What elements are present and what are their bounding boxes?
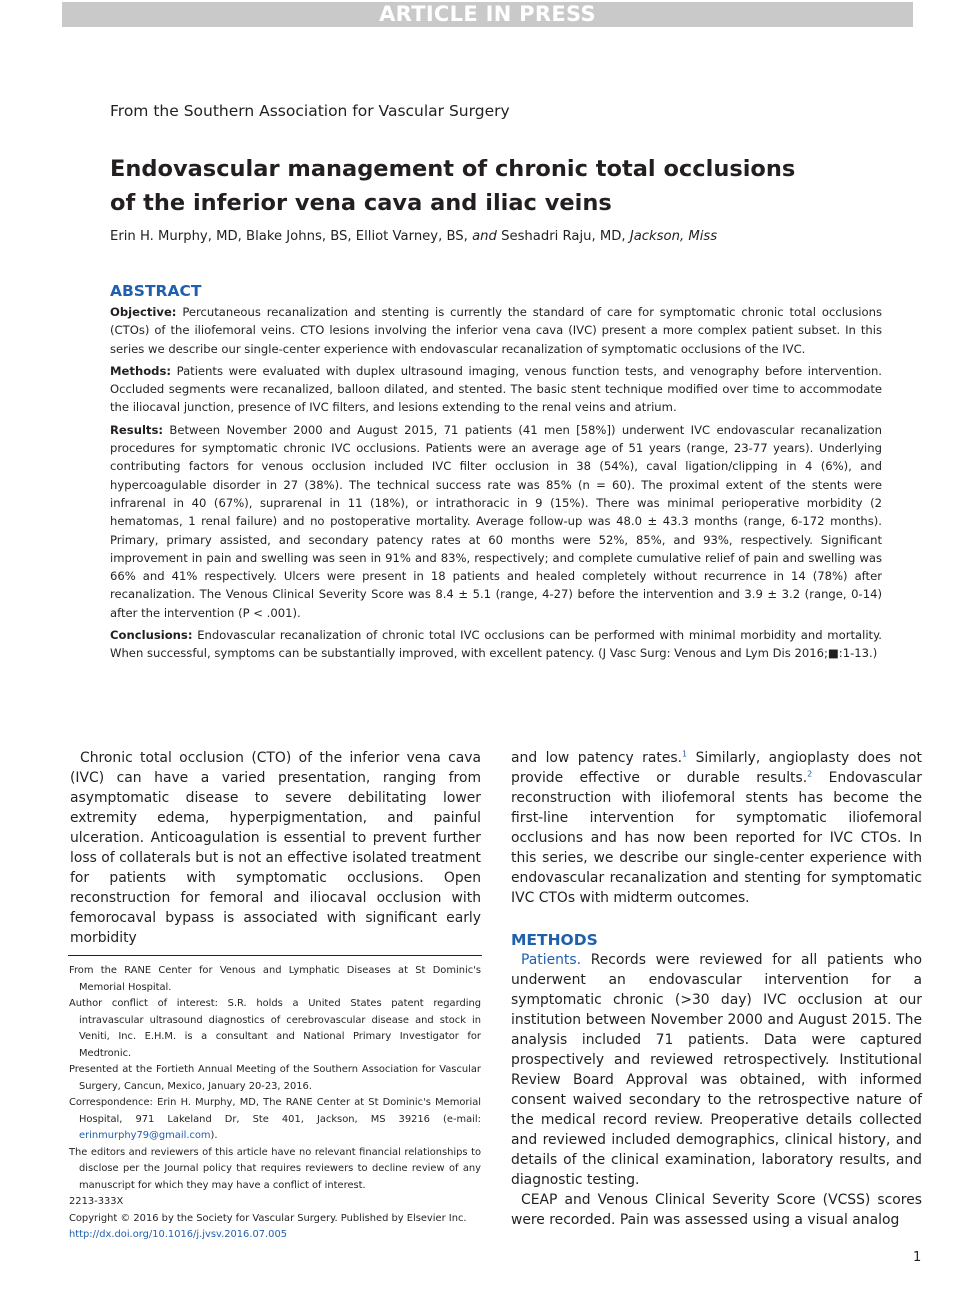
methods-heading: METHODS <box>511 931 598 949</box>
objective-label: Objective: <box>110 305 177 319</box>
footnote-conflict: Author conflict of interest: S.R. holds a United States patent regarding intravascular ultrasound diagnostics of cerebrovascular disease and stock in Veniti, Inc. E.H.M. is a consultant and National Primary Investigator for Medtronic. <box>69 998 481 1059</box>
abstract-results <box>110 421 882 622</box>
ceap-paragraph: CEAP and Venous Clinical Severity Score (VCSS) scores were recorded. Pain was assessed using a visual analog <box>511 1192 922 1228</box>
reference-1-link[interactable]: 1 <box>682 749 688 759</box>
page-number: 1 <box>913 1250 922 1265</box>
footnote-correspondence <box>69 1095 481 1145</box>
doi-text[interactable]: http://dx.doi.org/10.1016/j.jvsv.2016.07.005 <box>69 1229 288 1240</box>
title-line-1: Endovascular management of chronic total occlusions <box>110 156 796 182</box>
issn: 2213-333X <box>69 1196 124 1207</box>
abstract-conclusions <box>110 626 882 663</box>
left-column <box>70 748 481 948</box>
patients-text: Records were reviewed for all patients who underwent an endovascular intervention for a symptomatic chronic (>30 day) IVC occlusion at our institution between November 2000 and August 2015. The analysis included 71 patients. Data were captured prospectively and reviewed retrospectively. Institutional Review Board Approval was obtained, with informed consent waived secondary to the retrospective nature of the medical record review. Preoperative details collected and reviewed included demographics, clinical history, and details of the clinical examination, laboratory results, and diagnostic testing. <box>511 952 922 1188</box>
right-column <box>511 748 922 1230</box>
title-line-2: of the inferior vena cava and iliac veins <box>110 190 612 216</box>
copyright: Copyright © 2016 by the Society for Vascular Surgery. Published by Elsevier Inc. <box>69 1212 467 1224</box>
abstract-methods <box>110 362 882 417</box>
footnotes <box>69 963 481 1244</box>
methods-text: Patients were evaluated with duplex ultrasound imaging, venous function tests, and venography before intervention. Occluded segments were recanalized, balloon dilated, and stented. The basic stent technique modified over time to accommodate the iliocaval junction, presence of IVC filters, and lesions extending to the renal veins and atrium. <box>110 363 882 415</box>
intro-paragraph: Chronic total occlusion (CTO) of the inferior vena cava (IVC) can have a varied presentation, ranging from asymptomatic disease to severe debilitating lower extremity edema, hyperpigmentation, and painful ulceration. Anticoagulation is essential to prevent further loss of collaterals but is not an effective isolated treatment for patients with symptomatic occlusions. Open reconstruction for femoral and iliocaval occlusion with femorocaval bypass is associated with significant early morbidity <box>70 750 481 946</box>
objective-text: Percutaneous recanalization and stenting is currently the standard of care for symptomatic chronic total occlusions (CTOs) of the iliofemoral veins. CTO lesions involving the inferior vena cava (IVC) present a more complex patient subset. In this series we describe our single-center experience with endovascular recanalization of symptomatic occlusions of the IVC. <box>110 305 883 356</box>
reference-2-link[interactable]: 2 <box>807 769 813 779</box>
society-line: From the Southern Association for Vascular Surgery <box>110 102 510 120</box>
doi-link[interactable] <box>69 1227 481 1244</box>
methods-label: Methods: <box>110 363 171 378</box>
patients-label: Patients. <box>521 952 582 968</box>
intro-text-b: Similarly, angioplasty does not provide effective or durable results. <box>511 750 922 786</box>
conclusions-text: Endovascular recanalization of chronic total IVC occlusions can be performed with minimal morbidity and mortality. When successful, symptoms can be substantially improved, with excellent patency. (J Vasc Surg: Venous and Lym Dis 2016;■:1-13.) <box>110 628 882 661</box>
conclusions-label: Conclusions: <box>110 628 193 643</box>
author-last: Seshadri Raju, MD, <box>501 229 626 244</box>
results-text: Between November 2000 and August 2015, 71 patients (41 men [58%]) underwent IVC endovascular recanalization procedures for symptomatic chronic IVC occlusions. Patients were an average age of 51 years (range, 23-77 years). Underlying contributing factors for venous occlusion included IVC filter occlusion in 38 (54%), caval ligation/clipping in 4 (6%), and hypercoagulable disorder in 27 (38%). The technical success rate was 85% (n = 60). The proximal extent of the stents were infrarenal in 40 (67%), suprarenal in 11 (18%), or intrathoracic in 9 (15%). There was minimal perioperative morbidity (2 hematomas, 1 renal failure) and no postoperative mortality. Average follow-up was 48.0 ± 43.3 months (range, 6-172 months). Primary, primary assisted, and secondary patency rates at 60 months were 52%, 85%, and 93%, respectively. Significant improvement in pain and swelling was seen in 91% and 83%, respectively; and complete cumulative relief of pain and swelling was 66% and 41% respectively. Ulcers were present in 18 patients and healed completely without recurrence in 14 (78%) after recanalization. The Venous Clinical Severity Score was 8.4 ± 5.1 (range, 4-27) before the intervention and 3.9 ± 3.2 (range, 0-14) after the intervention (P < .001). <box>110 422 882 620</box>
author-names: Erin H. Murphy, MD, Blake Johns, BS, Elliot Varney, BS, <box>110 229 468 244</box>
abstract-heading: ABSTRACT <box>110 282 202 300</box>
author-list <box>110 229 717 244</box>
correspondence-end: ). <box>210 1130 218 1141</box>
abstract-body <box>110 303 882 667</box>
intro-continued-paragraph <box>511 748 922 908</box>
footnote-presented: Presented at the Fortieth Annual Meeting of the Southern Association for Vascular Surgery, Cancun, Mexico, January 20-23, 2016. <box>69 1064 481 1092</box>
article-in-press-banner: ARTICLE IN PRESS <box>62 2 913 27</box>
correspondence-text: Correspondence: Erin H. Murphy, MD, The RANE Center at St Dominic's Memorial Hospital, 971 Lakeland Dr, Ste 401, Jackson, MS 39216 (e-mail: <box>69 1097 481 1125</box>
abstract-objective <box>110 303 882 358</box>
footnote-editors: The editors and reviewers of this article have no relevant financial relationships to disclose per the Journal policy that requires reviewers to decline review of any manuscript for which they may have a conflict of interest. <box>69 1146 481 1191</box>
footnote-divider <box>68 955 482 956</box>
results-label: Results: <box>110 422 163 437</box>
author-and: and <box>472 229 497 244</box>
intro-text-a: and low patency rates. <box>511 750 683 766</box>
author-location: Jackson, Miss <box>629 229 718 244</box>
article-title <box>110 152 870 220</box>
footnote-affiliation: From the RANE Center for Venous and Lymphatic Diseases at St Dominic's Memorial Hospital. <box>69 965 481 993</box>
email-link[interactable]: erinmurphy79@gmail.com <box>79 1130 211 1141</box>
intro-text-c: Endovascular reconstruction with iliofemoral stents has become the first-line intervention for symptomatic iliofemoral occlusions and has now been reported for IVC CTOs. In this series, we describe our single-center experience with endovascular recanalization and stenting for symptomatic IVC CTOs with midterm outcomes. <box>511 770 922 906</box>
patients-paragraph <box>511 950 922 1190</box>
